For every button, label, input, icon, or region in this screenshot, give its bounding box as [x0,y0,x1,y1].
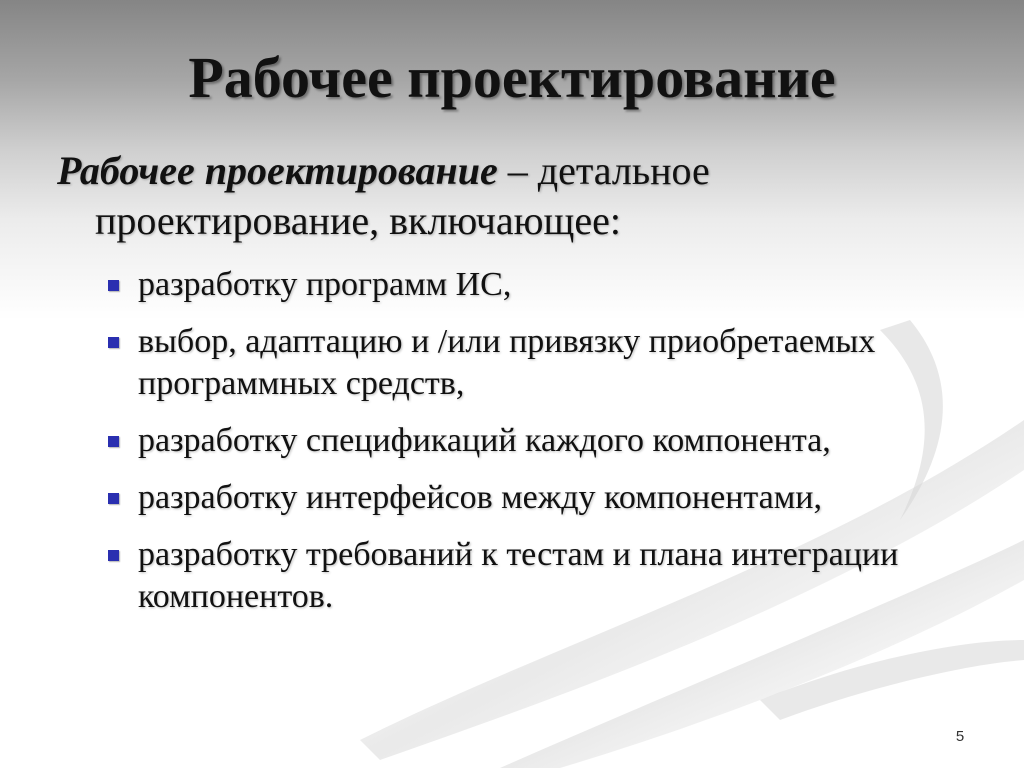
square-bullet-icon [108,436,119,447]
bullet-text: разработку интерфейсов между компонентами, [138,479,822,516]
bullet-list [106,264,986,633]
bullet-text: разработку программ ИС, [138,266,512,303]
bullet-item [106,420,986,462]
bullet-text: выбор, адаптацию и /или привязку приобретаемых программных средств, [138,323,876,402]
slide-title: Рабочее проектирование [188,45,836,110]
bullet-item [106,264,986,306]
square-bullet-icon [108,280,119,291]
square-bullet-icon [108,337,119,348]
bullet-text: разработку требований к тестам и плана интеграции компонентов. [138,536,899,615]
bullet-item [106,534,986,618]
bullet-item [106,321,986,405]
intro-line2: проектирование, включающее: [95,198,621,243]
square-bullet-icon [108,550,119,561]
intro-term: Рабочее проектирование [57,148,498,193]
slide-number: 5 [955,728,965,745]
intro-rest: – детальное [497,148,710,193]
intro-paragraph [57,146,957,246]
bullet-item [106,477,986,519]
square-bullet-icon [108,493,119,504]
bullet-text: разработку спецификаций каждого компонента, [138,422,831,459]
